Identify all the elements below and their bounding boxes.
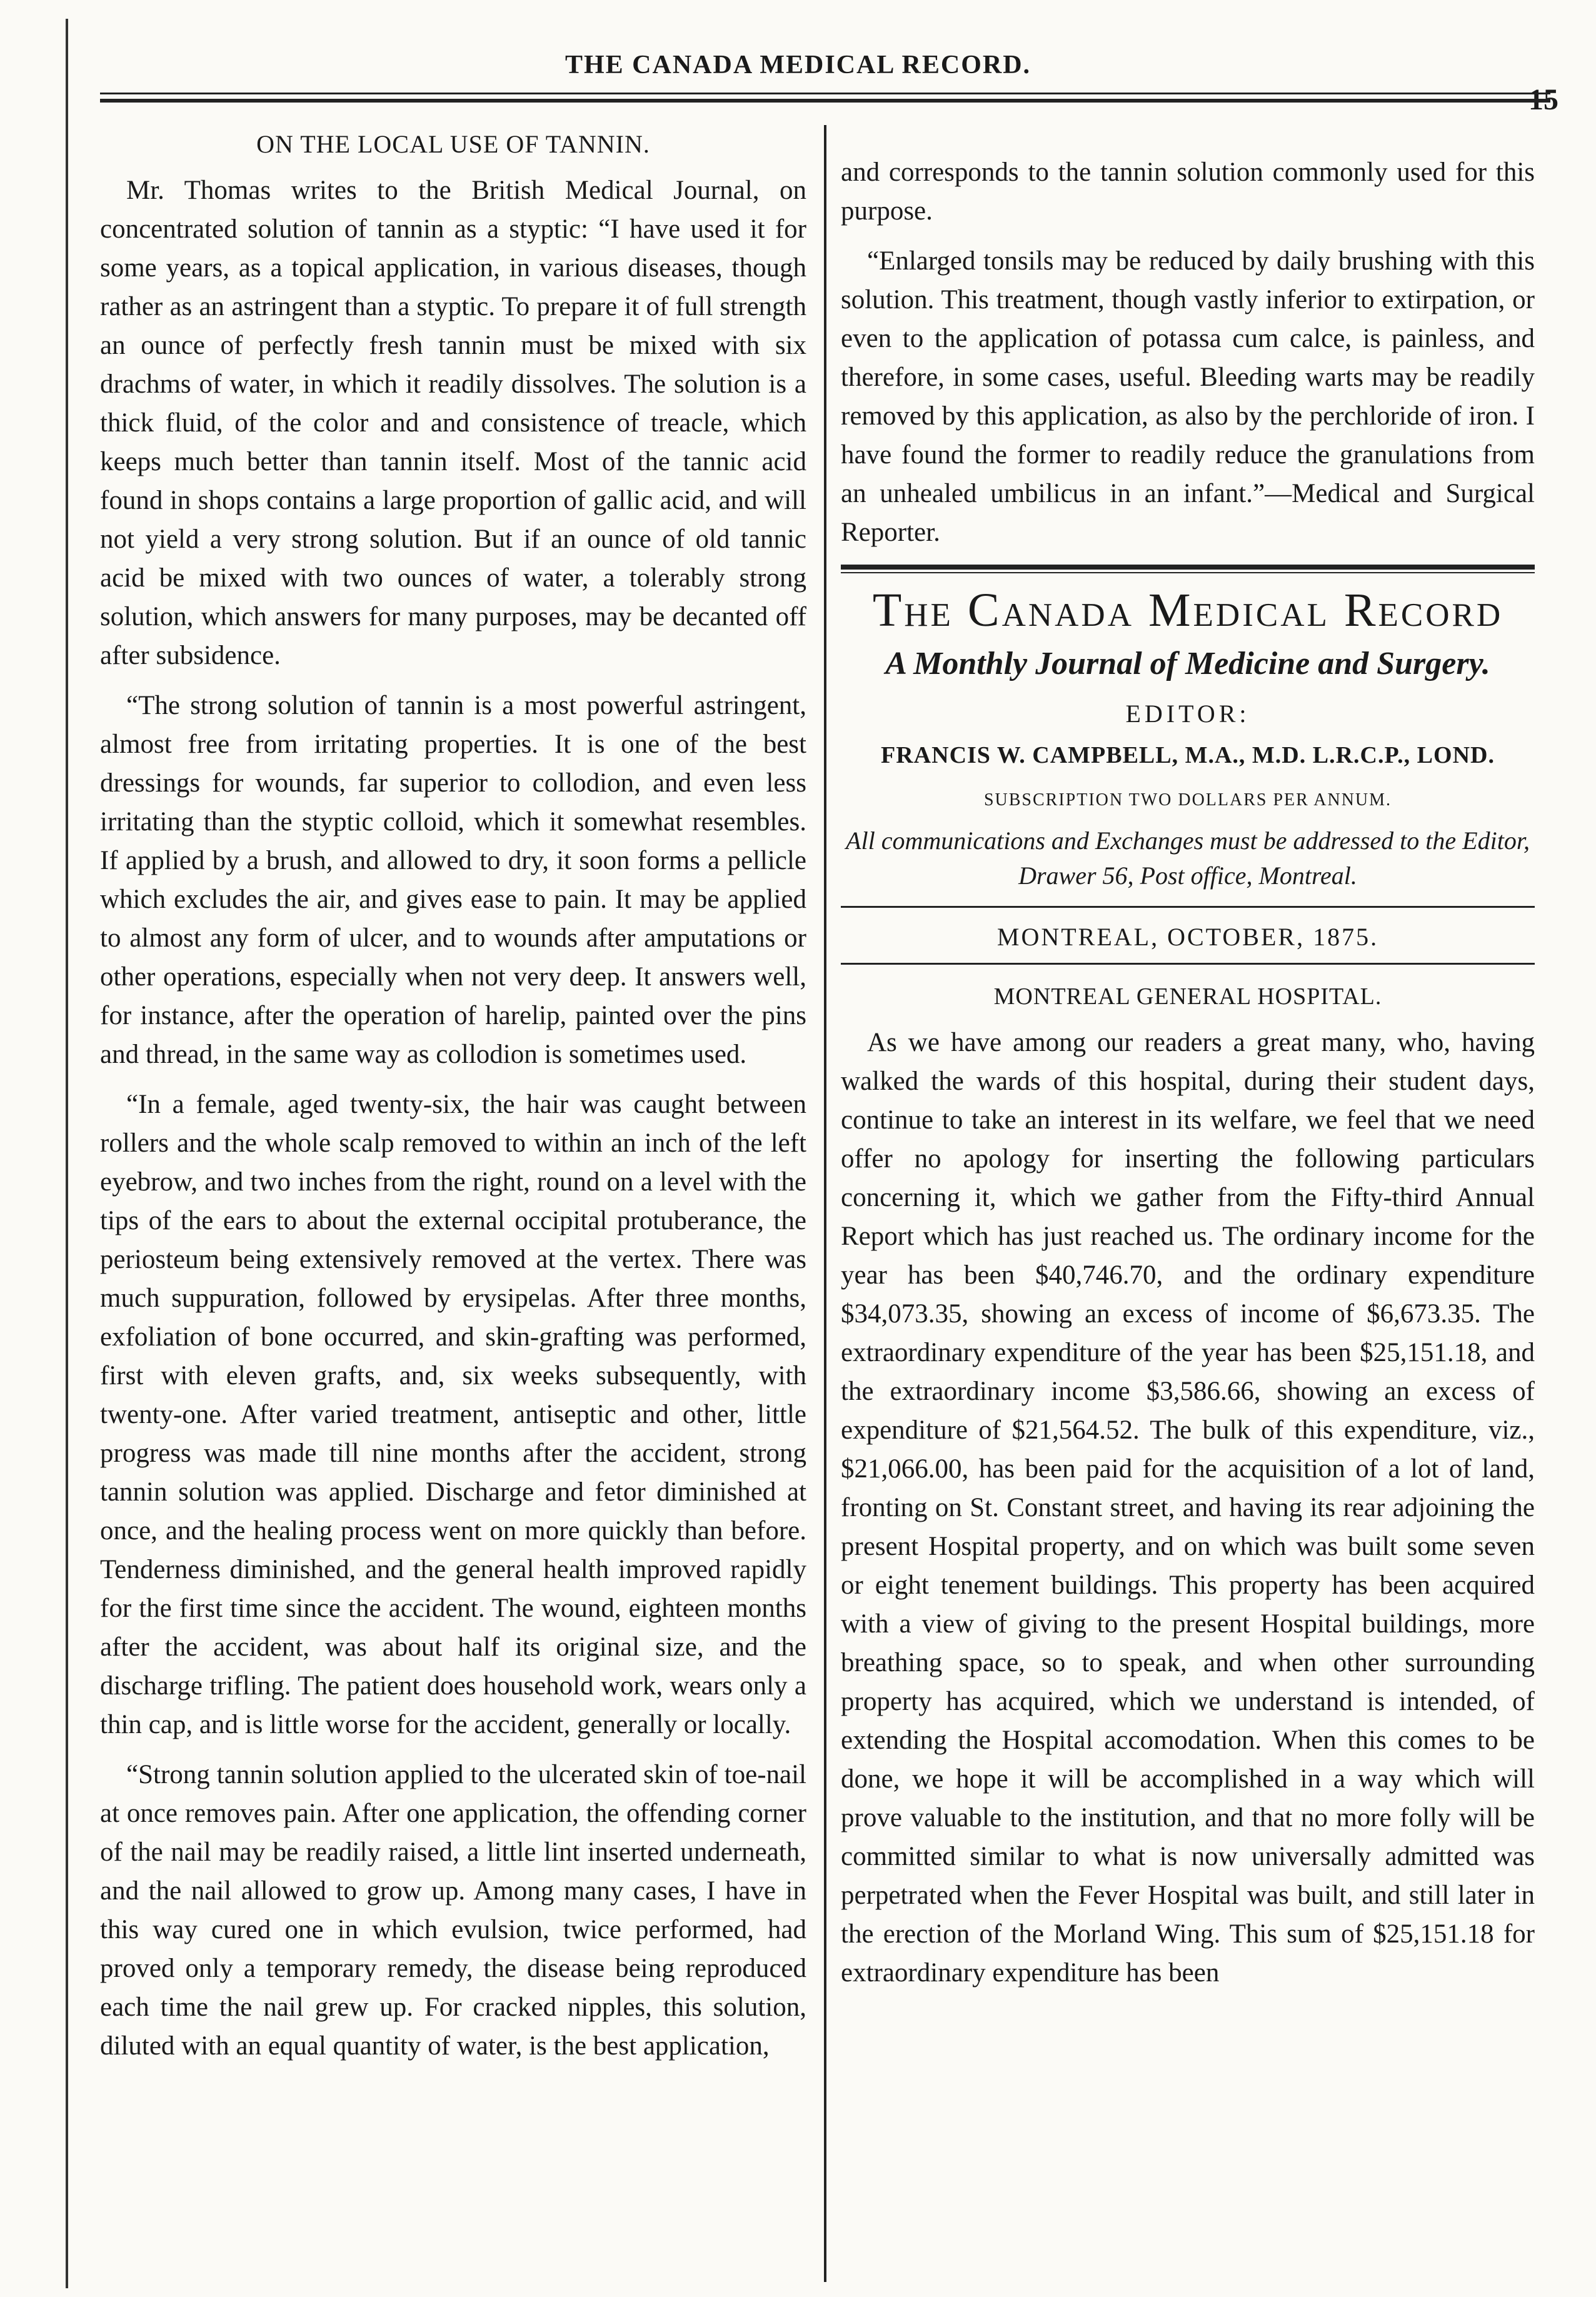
article-paragraph-hospital: As we have among our readers a great many, who, having walked the wards of this hospital, during their student days, continue to take an interest in its welfare, we feel that we need offer no apology for inserting the following particulars concerning it, which we gather from the Fifty-third Annual Report which has just reached us. The ordinary income for the year has been $40,746.70, and the ordinary expenditure $34,073.35, showing an excess of income of $6,673.35. The extraordinary expenditure of the year has been $25,151.18, and the extraordinary income $3,586.66, showing an excess of expenditure of $21,564.52. The bulk of this expenditure, viz., $21,066.00, has been paid for the acquisition of a lot of land, fronting on St. Constant street, and having its rear adjoining the present Hospital property, and on which was built some seven or eight tenement buildings. This property has been acquired with a view of giving to the present Hospital buildings, more breathing space, so to speak, and when other surrounding property has acquired, which we understand is intended, of extending the Hospital accomodation. When this comes to be done, we hope it will be accomplished in a way which will prove valuable to the institution, and that no more folly will be committed similar to what is now universally admitted was perpetrated when the Fever Hospital was built, and still later in the erection of the Morland Wing. This sum of $25,151.18 for extraordinary expenditure has been	[841, 1028, 1535, 1988]
masthead-editor: FRANCIS W. CAMPBELL, M.A., M.D. L.R.C.P., LOND.	[881, 742, 1495, 768]
section-rule	[841, 963, 1535, 965]
header-rule	[100, 93, 1550, 94]
masthead-editor-label: EDITOR:	[1125, 700, 1250, 728]
masthead-rule-thin	[841, 572, 1535, 573]
article-heading-tannin: ON THE LOCAL USE OF TANNIN.	[256, 130, 650, 158]
article-paragraph-tonsils: “Enlarged tonsils may be reduced by daily brushing with this solution. This treatment, though vastly inferior to extirpation, or even to the application of potassa cum calce, is painless, and therefore, in some cases, useful. Bleeding warts may be readily removed by this application, as also by the perchloride of iron. I have found the former to readily reduce the granulations from an unhealed umbilicus in an infant.”—Medical and Surgical Reporter.	[841, 246, 1535, 547]
dateline-rule	[841, 906, 1535, 908]
masthead-title: The Canada Medical Record	[872, 584, 1503, 636]
page-margin-line	[66, 19, 68, 2288]
running-header	[0, 44, 1596, 116]
masthead-rule	[841, 565, 1535, 570]
article-paragraph: “The strong solution of tannin is a most powerful astringent, almost free from irritating properties. It is one of the best dressings for wounds, far superior to collodion, and even less irritating than the styptic colloid, which it somewhat resembles. If applied by a brush, and allowed to dry, it soon forms a pellicle which excludes the air, and gives ease to pain. It may be applied to almost any form of ulcer, and to wounds after amputations or other operations, especially when not very deep. It answers well, for instance, after the operation of harelip, painted over the pins and thread, in the same way as collodion is sometimes used.	[100, 691, 806, 1069]
dateline: MONTREAL, OCTOBER, 1875.	[996, 923, 1379, 951]
section-heading-hospital: MONTREAL GENERAL HOSPITAL.	[993, 983, 1382, 1010]
left-column	[100, 125, 806, 2077]
right-column	[841, 153, 1535, 2004]
article-paragraph: “Strong tannin solution applied to the ulcerated skin of toe-nail at once removes pain. After one application, the offending corner of the nail may be readily raised, a little lint inserted underneath, and the nail allowed to grow up. Among many cases, I have in this way cured one in which evulsion, twice performed, had proved only a temporary remedy, the disease being reproduced each time the nail grew up. For cracked nipples, this solution, diluted with an equal quantity of water, is the best application,	[100, 1760, 806, 2061]
running-title: THE CANADA MEDICAL RECORD.	[565, 51, 1031, 79]
masthead-subtitle: A Monthly Journal of Medicine and Surgery.	[885, 646, 1490, 681]
article-paragraph: Mr. Thomas writes to the British Medical Journal, on concentrated solution of tannin as a styptic: “I have used it for some years, as a topical application, in various diseases, though rather as an astringent than a styptic. To prepare it of full strength an ounce of perfectly fresh tannin must be mixed with six drachms of water, in which it readily dissolves. The solution is a thick fluid, of the color and and consistence of treacle, which keeps much better than tannin itself. Most of the tannic acid found in shops contains a large proportion of gallic acid, and will not yield a very strong solution. But if an ounce of old tannic acid be mixed with two ounces of water, a tolerably strong solution, which answers for many purposes, may be decanted off after subsidence.	[100, 176, 806, 670]
article-continuation: and corresponds to the tannin solution commonly used for this purpose.	[841, 158, 1535, 226]
article-paragraph: “In a female, aged twenty-six, the hair was caught between rollers and the whole scalp removed to within an inch of the left eyebrow, and two inches from the right, round on a level with the tips of the ears to about the external occipital protuberance, the periosteum being extensively removed at the vertex. There was much suppuration, followed by erysipelas. After three months, exfoliation of bone occurred, and skin-grafting was performed, first with eleven grafts, and, six weeks subsequently, with twenty-one. After varied treatment, antiseptic and other, little progress was made till nine months after the accident, strong tannin solution was applied. Discharge and fetor diminished at once, and the healing process went on more quickly than before. Tenderness diminished, and the general health improved rapidly for the first time since the accident. The wound, eighteen months after the accident, was about half its original size, and the discharge trifling. The patient does household work, wears only a thin cap, and is little worse for the accident, generally or locally.	[100, 1090, 806, 1739]
page-number: 15	[1528, 83, 1558, 116]
header-rule-thick	[100, 99, 1550, 103]
masthead-note: All communications and Exchanges must be addressed to the Editor, Drawer 56, Post office, Montreal.	[846, 827, 1530, 890]
masthead-subscription: SUBSCRIPTION TWO DOLLARS PER ANNUM.	[983, 790, 1392, 810]
column-divider	[824, 125, 826, 2282]
